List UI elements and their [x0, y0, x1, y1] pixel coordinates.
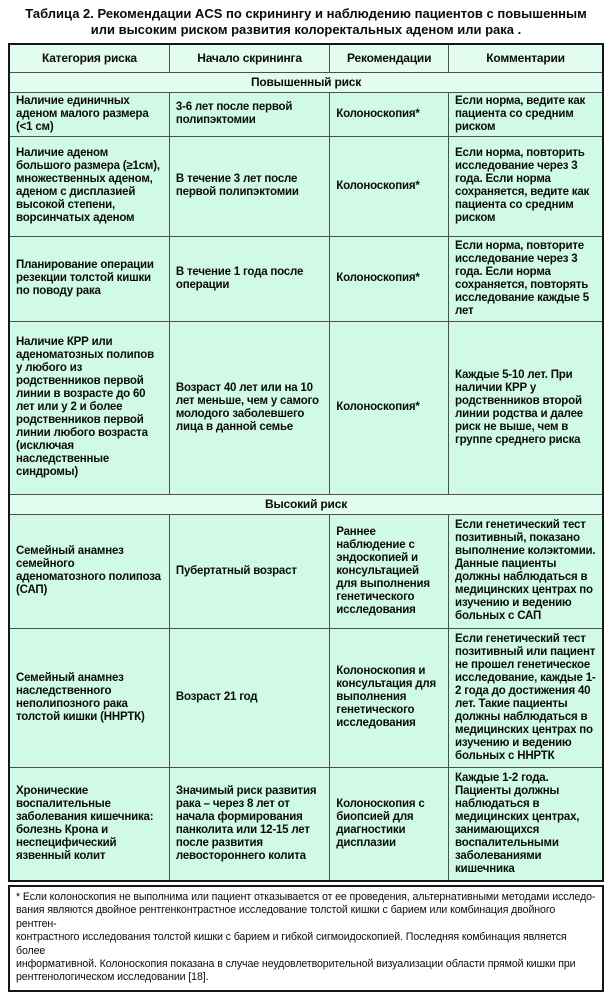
cell-category: Хронические воспалительные заболевания кишечника: болезнь Крона и неспецифический язвенный колит	[9, 767, 169, 881]
cell-start: Значимый риск развития рака – через 8 лет от начала формирования панколита или 12-15 лет после развития левостороннего колита	[169, 767, 329, 881]
table-row	[9, 767, 603, 881]
cell-start: Возраст 21 год	[169, 628, 329, 767]
table-row	[9, 628, 603, 767]
cell-comments: Каждые 5-10 лет. При наличии КРР у родственников второй линии родства и далее риск не выше, чем в группе среднего риска	[449, 321, 603, 494]
cell-start: В течение 1 года после операции	[169, 236, 329, 321]
section-label: Высокий риск	[9, 494, 603, 514]
header-screening-start: Начало скрининга	[169, 44, 329, 72]
cell-start: Пубертатный возраст	[169, 514, 329, 628]
cell-recommendation: Раннее наблюдение с эндоскопией и консультацией для выполнения генетического исследования	[330, 514, 449, 628]
table-row	[9, 321, 603, 494]
footnote-line: информативной. Колоноскопия показана в случае неудовлетворительной визуализации области прямой кишки при	[16, 958, 576, 971]
table-footnote	[8, 885, 604, 992]
section-row-high-risk	[9, 494, 603, 514]
cell-category: Наличие КРР или аденоматозных полипов у любого из родственников первой линии в возрасте до 60 лет или у 2 и более родственников первой линии любого возраста (исключая наследственные синдромы)	[9, 321, 169, 494]
cell-comments: Каждые 1-2 года. Пациенты должны наблюдаться в медицинских центрах, занимающихся воспалительными заболеваниями кишечника	[449, 767, 603, 881]
cell-category: Семейный анамнез наследственного неполипозного рака толстой кишки (ННРТК)	[9, 628, 169, 767]
header-comments: Комментарии	[449, 44, 603, 72]
table-row	[9, 514, 603, 628]
header-risk-category: Категория риска	[9, 44, 169, 72]
cell-start: Возраст 40 лет или на 10 лет меньше, чем у самого молодого заболевшего лица в данной семье	[169, 321, 329, 494]
cell-recommendation: Колоноскопия и консультация для выполнения генетического исследования	[330, 628, 449, 767]
cell-category: Наличие аденом большого размера (≥1см), множественных аденом, аденом с дисплазией высокой степени, ворсинчатых аденом	[9, 136, 169, 236]
cell-category: Планирование операции резекции толстой кишки по поводу рака	[9, 236, 169, 321]
cell-comments: Если генетический тест позитивный, показано выполнение колэктомии. Данные пациенты должны наблюдаться в медицинских центрах по изучению и ведению больных с САП	[449, 514, 603, 628]
cell-recommendation: Колоноскопия*	[330, 92, 449, 136]
cell-start: В течение 3 лет после первой полипэктомии	[169, 136, 329, 236]
cell-category: Наличие единичных аденом малого размера (<1 см)	[9, 92, 169, 136]
footnote-line: * Если колоноскопия не выполнима или пациент отказывается от ее проведения, альтернативными методами исследо-	[16, 891, 596, 903]
cell-recommendation: Колоноскопия*	[330, 236, 449, 321]
section-row-elevated-risk	[9, 72, 603, 92]
table-row	[9, 236, 603, 321]
table-row	[9, 92, 603, 136]
table-caption-line-1: Таблица 2. Рекомендации ACS по скринингу и наблюдению пациентов с повышенным	[25, 6, 587, 21]
cell-comments: Если генетический тест позитивный или пациент не прошел генетическое исследование, каждые 1-2 года до достижения 40 лет. Такие пациенты должны наблюдаться в медицинских центрах по изучению и ведению больных с ННРТК	[449, 628, 603, 767]
cell-comments: Если норма, повторите исследование через 3 года. Если норма сохраняется, повторять исследование каждые 5 лет	[449, 236, 603, 321]
cell-comments: Если норма, повторить исследование через 3 года. Если норма сохраняется, ведите как пациента со средним риском	[449, 136, 603, 236]
cell-recommendation: Колоноскопия*	[330, 321, 449, 494]
table-caption-line-2: или высоким риском развития колоректальных аденом или рака .	[90, 21, 522, 37]
header-recommendations: Рекомендации	[330, 44, 449, 72]
footnote-line: контрастного исследования толстой кишки с барием и гибкой сигмоидоскопией. Последняя комбинация является более	[16, 931, 567, 957]
risk-table	[8, 43, 604, 882]
section-label: Повышенный риск	[9, 72, 603, 92]
cell-comments: Если норма, ведите как пациента со средним риском	[449, 92, 603, 136]
cell-category: Семейный анамнез семейного аденоматозного полипоза (САП)	[9, 514, 169, 628]
footnote-line: рентгенологическом исследовании [18].	[16, 971, 209, 984]
footnote-line: вания являются двойное рентгенконтрастное исследование толстой кишки с барием или комбинация двойного рентген-	[16, 904, 556, 930]
cell-start: 3-6 лет после первой полипэктомии	[169, 92, 329, 136]
table-header-row	[9, 44, 603, 72]
cell-recommendation: Колоноскопия*	[330, 136, 449, 236]
table-caption	[8, 6, 604, 37]
cell-recommendation: Колоноскопия с биопсией для диагностики дисплазии	[330, 767, 449, 881]
table-row	[9, 136, 603, 236]
